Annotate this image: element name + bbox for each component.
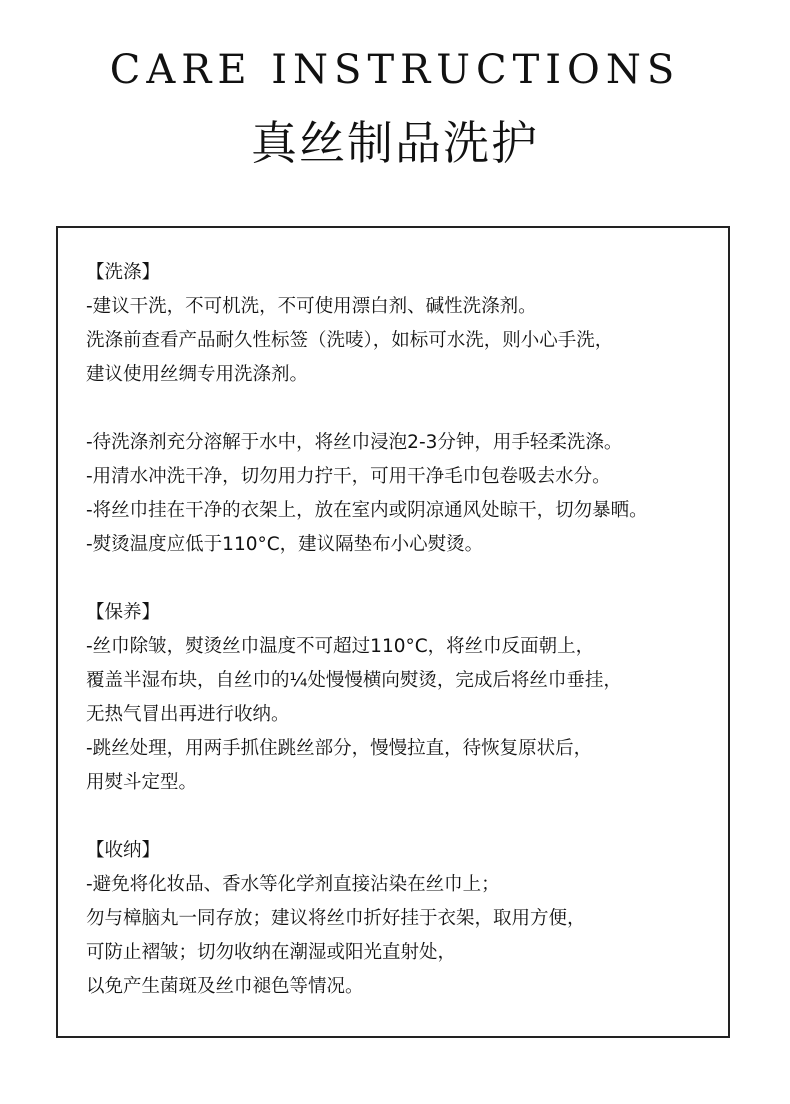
maintenance-line: 覆盖半湿布块，自丝巾的¼处慢慢横向熨烫，完成后将丝巾垂挂， (86, 670, 622, 691)
section-spacer (86, 392, 726, 426)
storage-line: 勿与樟脑丸一同存放；建议将丝巾折好挂于衣架，取用方便， (86, 908, 586, 929)
storage-line: 可防止褶皱；切勿收纳在潮湿或阳光直射处， (86, 942, 457, 963)
storage-line: -避免将化妆品、香水等化学剂直接沾染在丝巾上； (86, 874, 500, 895)
washing-heading: 【洗涤】 (86, 262, 161, 283)
washing-step: -待洗涤剂充分溶解于水中，将丝巾浸泡2-3分钟，用手轻柔洗涤。 (86, 432, 623, 453)
washing-line: 建议使用丝绸专用洗涤剂。 (86, 364, 309, 385)
storage-heading: 【收纳】 (86, 840, 161, 861)
instructions-content (86, 256, 726, 1004)
maintenance-line: 无热气冒出再进行收纳。 (86, 704, 290, 725)
maintenance-line: 用熨斗定型。 (86, 772, 198, 793)
washing-line: 洗涤前查看产品耐久性标签（洗唛），如标可水洗，则小心手洗， (86, 330, 614, 351)
washing-step: -熨烫温度应低于110°C，建议隔垫布小心熨烫。 (86, 534, 484, 555)
washing-line: -建议干洗，不可机洗，不可使用漂白剂、碱性洗涤剂。 (86, 296, 537, 317)
maintenance-heading: 【保养】 (86, 602, 161, 623)
section-spacer (86, 562, 726, 596)
maintenance-line: -丝巾除皱，熨烫丝巾温度不可超过110°C，将丝巾反面朝上， (86, 636, 595, 657)
page-title-cn: 真丝制品洗护 (251, 116, 539, 170)
page-title-en: CARE INSTRUCTIONS (109, 47, 681, 93)
maintenance-line: -跳丝处理，用两手抓住跳丝部分，慢慢拉直，待恢复原状后， (86, 738, 593, 759)
storage-line: 以免产生菌斑及丝巾褪色等情况。 (86, 976, 364, 997)
section-spacer (86, 800, 726, 834)
washing-step: -用清水冲洗干净，切勿用力拧干，可用干净毛巾包卷吸去水分。 (86, 466, 611, 487)
washing-step: -将丝巾挂在干净的衣架上，放在室内或阴凉通风处晾干，切勿暴晒。 (86, 500, 648, 521)
